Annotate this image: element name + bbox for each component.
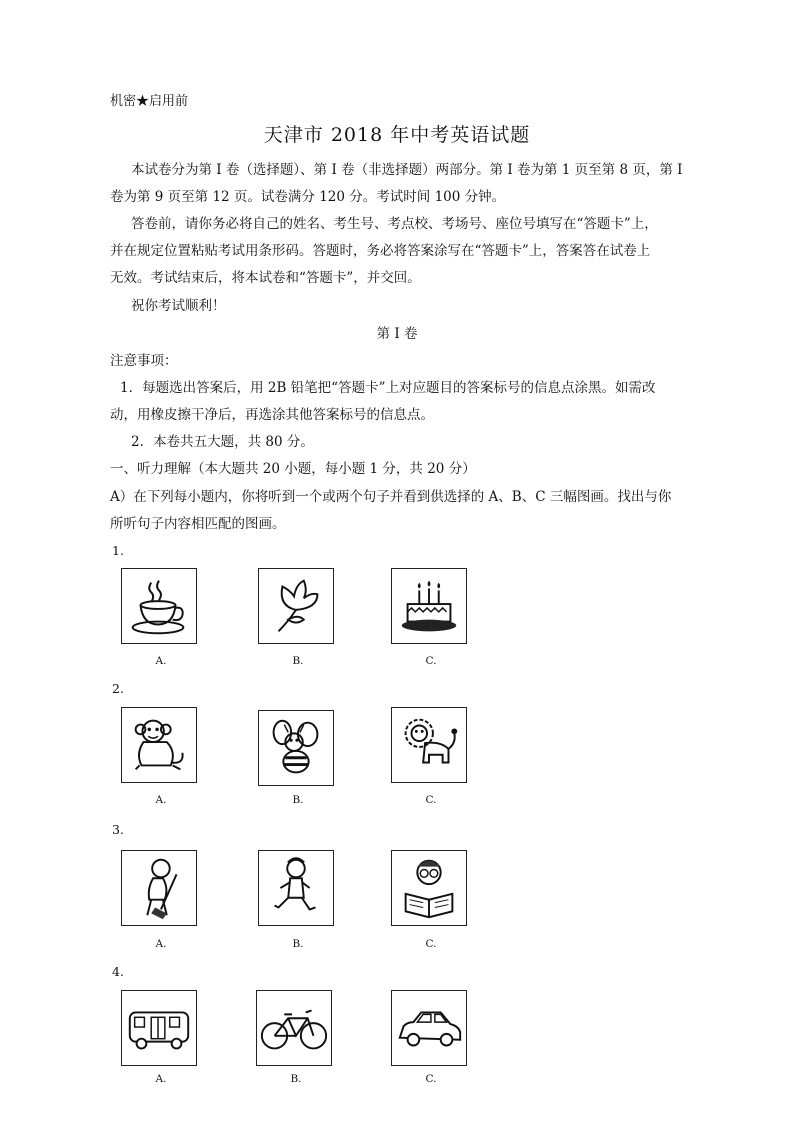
option-image-b <box>258 850 334 926</box>
bee-icon <box>259 711 333 785</box>
option-label-a: A. <box>155 938 167 950</box>
question-number: 2. <box>112 681 124 696</box>
running-boy-icon <box>259 851 333 925</box>
intro-p1-line2: 卷为第 9 页至第 12 页。试卷满分 120 分。考试时间 100 分钟。 <box>110 189 506 205</box>
option-image-c <box>391 568 467 644</box>
option-label-b: B. <box>290 1073 302 1085</box>
option-label-c: C. <box>425 938 437 950</box>
monkey-icon <box>122 708 196 782</box>
option-label-b: B. <box>292 794 304 806</box>
notes-heading: 注意事项： <box>110 353 178 369</box>
bus-icon <box>122 991 196 1065</box>
section1-heading: 一、听力理解（本大题共 20 小题，每小题 1 分，共 20 分） <box>110 461 476 477</box>
option-label-a: A. <box>155 794 167 806</box>
note-1-line1: 1．每题选出答案后，用 2B 铅笔把“答题卡”上对应题目的答案标号的信息点涂黑。如需改 <box>120 380 656 396</box>
section1-instruction-line1: A）在下列每小题内，你将听到一个或两个句子并看到供选择的 A、B、C 三幅图画。找出与你 <box>110 489 672 505</box>
page-title: 天津市 2018 年中考英语试题 <box>263 124 531 146</box>
section1-instruction-line2: 所听句子内容相匹配的图画。 <box>110 516 286 532</box>
birthday-cake-icon <box>392 569 466 643</box>
option-label-c: C. <box>425 794 437 806</box>
reading-boy-icon <box>392 851 466 925</box>
confidential-label: 机密★启用前 <box>110 94 189 109</box>
question-number: 1. <box>112 543 124 558</box>
option-image-c <box>391 850 467 926</box>
coffee-cup-icon <box>122 569 196 643</box>
part-title: 第 I 卷 <box>376 326 418 342</box>
car-icon <box>392 991 466 1065</box>
intro-p2-line1: 答卷前，请你务必将自己的姓名、考生号、考点校、考场号、座位号填写在“答题卡”上， <box>131 216 658 232</box>
option-label-b: B. <box>292 938 304 950</box>
option-label-a: A. <box>155 655 167 667</box>
option-label-b: B. <box>292 655 304 667</box>
sweeping-man-icon <box>122 851 196 925</box>
question-number: 3. <box>112 822 124 837</box>
option-label-a: A. <box>155 1073 167 1085</box>
option-image-b <box>258 710 334 786</box>
intro-p1-line1: 本试卷分为第 I 卷（选择题）、第 I 卷（非选择题）两部分。第 I 卷为第 1 页至第 8 页，第 I <box>131 162 683 178</box>
question-number: 4. <box>112 964 124 979</box>
option-image-c <box>391 990 467 1066</box>
intro-p2-line2: 并在规定位置粘贴考试用条形码。答题时，务必将答案涂写在“答题卡”上，答案答在试卷上 <box>110 243 651 259</box>
option-image-b <box>256 990 332 1066</box>
option-image-b <box>258 568 334 644</box>
option-image-a <box>121 990 197 1066</box>
note-1-line2: 动，用橡皮擦干净后，再选涂其他答案标号的信息点。 <box>110 407 434 423</box>
bicycle-icon <box>257 991 331 1065</box>
option-label-c: C. <box>425 1073 437 1085</box>
good-luck-text: 祝你考试顺利！ <box>131 298 226 314</box>
option-image-a <box>121 850 197 926</box>
option-image-c <box>391 707 467 783</box>
note-2: 2．本卷共五大题，共 80 分。 <box>131 434 314 450</box>
option-image-a <box>121 707 197 783</box>
option-label-c: C. <box>425 655 437 667</box>
option-image-a <box>121 568 197 644</box>
intro-p2-line3: 无效。考试结束后，将本试卷和“答题卡”，并交回。 <box>110 270 421 286</box>
flower-icon <box>259 569 333 643</box>
lion-icon <box>392 708 466 782</box>
